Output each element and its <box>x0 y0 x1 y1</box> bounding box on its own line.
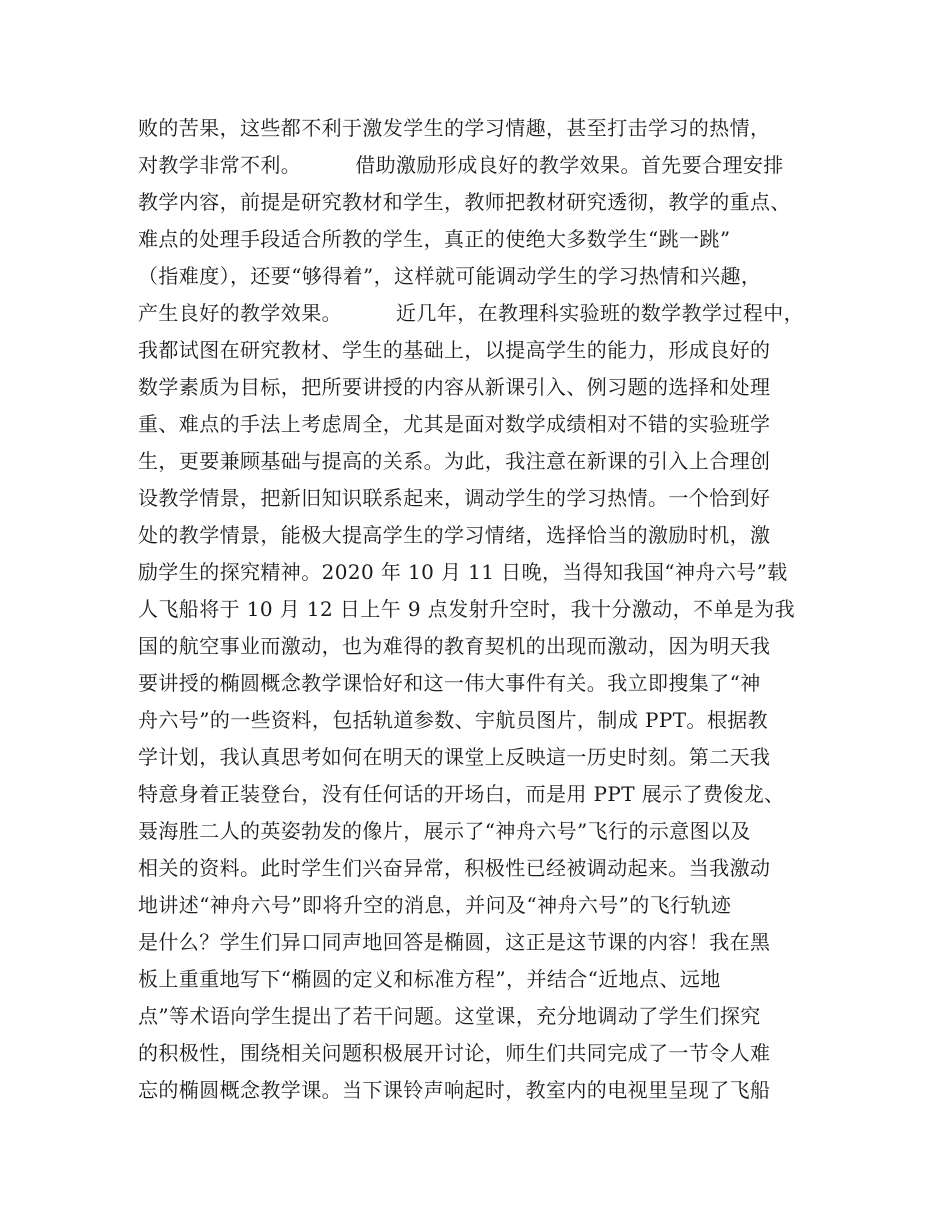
text-line: 难点的处理手段适合所教的学生，真正的使绝大多数学生“跳一跳” <box>138 227 731 251</box>
text-line: 点”等术语向学生提出了若干问题。这堂课，充分地调动了学生们探究 <box>138 1004 761 1028</box>
text-line: 地讲述“神舟六号”即将升空的消息，并问及“神舟六号”的飞行轨迹 <box>138 893 732 917</box>
text-line: 人飞船将于 10 月 12 日上午 9 点发射升空时，我十分激动，不单是为我 <box>138 597 795 621</box>
document-body <box>138 110 828 1109</box>
text-line: 处的教学情景，能极大提高学生的学习情绪，选择恰当的激励时机，激 <box>138 523 771 547</box>
text-line: 产生良好的教学效果。 近几年，在教理科实验班的数学教学过程中， <box>138 301 805 325</box>
text-line: 要讲授的椭圆概念教学课恰好和这一伟大事件有关。我立即搜集了“神 <box>138 671 761 695</box>
text-line: 学计划，我认真思考如何在明天的课堂上反映這一历史时刻。第二天我 <box>138 745 771 769</box>
text-line: 败的苦果，这些都不利于激发学生的学习情趣，甚至打击学习的热情， <box>138 116 771 140</box>
text-line: 励学生的探究精神。2020 年 10 月 11 日晚，当得知我国“神舟六号”载 <box>138 560 788 584</box>
text-line: （指难度），还要“够得着”，这样就可能调动学生的学习热情和兴趣， <box>138 264 762 288</box>
text-line: 聂海胜二人的英姿勃发的像片，展示了“神舟六号”飞行的示意图以及 <box>138 819 751 843</box>
text-line: 忘的椭圆概念教学课。当下课铃声响起时，教室内的电视里呈现了飞船 <box>138 1078 771 1102</box>
text-line: 设教学情景，把新旧知识联系起来，调动学生的学习热情。一个恰到好 <box>138 486 771 510</box>
text-line: 国的航空事业而激动，也为难得的教育契机的出现而激动，因为明天我 <box>138 634 771 658</box>
text-line: 对教学非常不利。 借助激励形成良好的教学效果。首先要合理安排 <box>138 153 784 177</box>
text-line: 板上重重地写下“椭圆的定义和标准方程”，并结合“近地点、远地 <box>138 967 721 991</box>
text-line: 的积极性，围绕相关问题积极展开讨论，师生们共同完成了一节令人难 <box>138 1041 771 1065</box>
text-line: 数学素质为目标，把所要讲授的内容从新课引入、例习题的选择和处理 <box>138 375 771 399</box>
text-line: 相关的资料。此时学生们兴奋异常，积极性已经被调动起来。当我激动 <box>138 856 771 880</box>
text-line: 教学内容，前提是研究教材和学生，教师把教材研究透彻，教学的重点、 <box>138 190 791 214</box>
text-line: 特意身着正装登台，没有任何话的开场白，而是用 PPT 展示了费俊龙、 <box>138 782 785 806</box>
text-line: 生，更要兼顾基础与提高的关系。为此，我注意在新课的引入上合理创 <box>138 449 771 473</box>
text-line: 我都试图在研究教材、学生的基础上，以提高学生的能力，形成良好的 <box>138 338 771 362</box>
text-line: 重、难点的手法上考虑周全，尤其是面对数学成绩相对不错的实验班学 <box>138 412 771 436</box>
text-line: 舟六号”的一些资料，包括轨道参数、宇航员图片，制成 PPT。根据教 <box>138 708 769 732</box>
text-line: 是什么？学生们异口同声地回答是椭圆，这正是这节课的内容！我在黑 <box>138 930 771 954</box>
